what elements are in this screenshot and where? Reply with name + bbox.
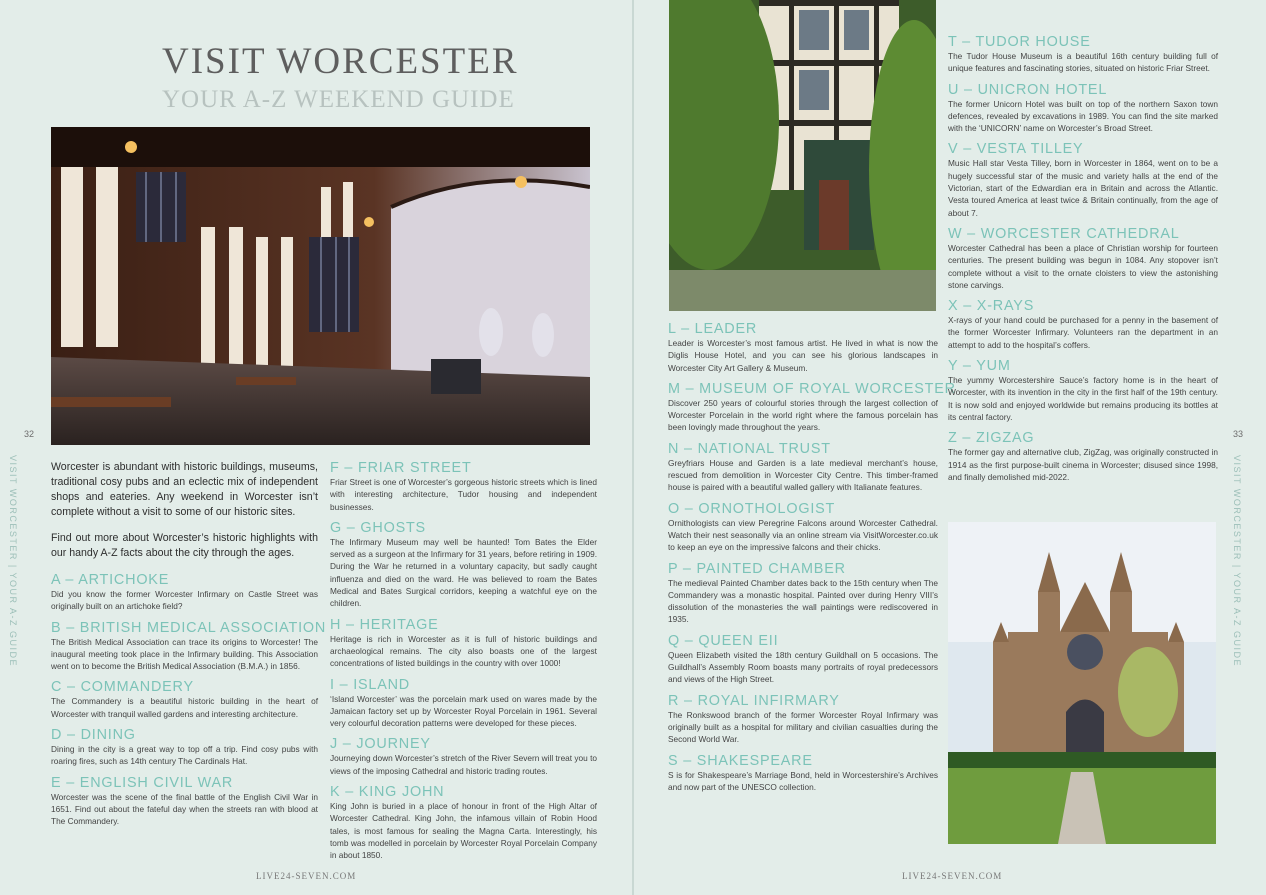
entry-heading: O – ORNOTHOLOGIST [668,500,836,517]
a-z-entry [948,141,1218,218]
a-z-entry [330,677,597,730]
column-3 [668,321,956,800]
a-z-entry [948,358,1218,423]
intro-paragraph-1: Worcester is abundant with historic buildings, museums, traditional cosy pubs and an eclectic mix of independent shops and eateries. Any weekend in Worcester isn’t complete without a visit to some of our historic sites. [51,461,318,518]
a-z-entry [948,430,1218,483]
page-subtitle: YOUR A-Z WEEKEND GUIDE [162,86,515,113]
entry-text: The medieval Painted Chamber dates back to the 15th century when The Commandery was a monastic hospital. Painted over during Henry VIII’s dissolution of the monasteries the wall paintings were rediscovered in 1935. [668,577,938,625]
footer-left: LIVE24-SEVEN.COM [256,871,357,881]
entry-text: Worcester was the scene of the final battle of the English Civil War in 1651. Find out about the fateful day when the streets ran with blood at The Commandery. [51,791,318,827]
entry-text: The former gay and alternative club, ZigZag, was originally constructed in 1914 as the first purpose-built cinema in Worcester; disused since 1998, and finally demolished mid-2022. [948,447,1218,482]
entry-heading: Q – QUEEN EII [668,632,779,649]
entry-text: The Commandery is a beautiful historic building in the heart of Worcester with tranquil walled gardens and interesting architecture. [51,696,318,719]
a-z-entry [668,753,938,794]
entry-heading: K – KING JOHN [330,784,445,801]
entry-heading: F – FRIAR STREET [330,460,472,476]
a-z-entry [330,736,597,777]
entry-heading: B – BRITISH MEDICAL ASSOCIATION [51,619,327,636]
column-4 [948,34,1218,490]
a-z-entry [668,633,938,686]
a-z-entry [668,693,938,746]
tudor-illustration [669,0,936,311]
entry-text: The British Medical Association can trace its origins to Worcester! The inaugural meeting took place in the Infirmary building. This Association went on to become the British Medical Association (B.M.A.) in 1856. [51,636,318,672]
a-z-entry [948,82,1218,135]
left-side-label: VISIT WORCESTER | YOUR A-Z GUIDE [8,455,18,668]
entry-heading: D – DINING [51,727,136,744]
entry-heading: L – LEADER [668,321,758,337]
entry-text: Journeying down Worcester’s stretch of the River Severn will treat you to views of the imposing Cathedral and historic trading routes. [330,753,598,776]
entry-heading: A – ARTICHOKE [51,572,170,588]
entry-text: The yummy Worcestershire Sauce’s factory home is in the heart of Worcester, with its invention in the city in the first half of the 19th century. It is now sold and enjoyed worldwide but remains producing its bottles at its central factory. [948,375,1218,422]
a-z-entry [51,775,318,828]
a-z-entry [948,34,1218,75]
a-z-entry [51,572,318,613]
page-number-left: 32 [24,429,35,439]
entry-heading: R – ROYAL INFIRMARY [668,692,840,709]
entry-heading: Z – ZIGZAG [948,430,1035,447]
entry-heading: P – PAINTED CHAMBER [668,560,846,577]
entry-heading: I – ISLAND [330,676,410,693]
entry-text: Dining in the city is a great way to top off a trip. Find cosy pubs with roaring fires, such as 14th century The Cardinals Hat. [51,744,318,767]
column-2 [330,460,597,869]
entry-text: ‘Island Worcester’ was the porcelain mark used on wares made by the Jamaican factory set up by Worcester Royal Porcelain in 1961. Several very colourful decoration patterns were developed for these pieces. [330,693,597,729]
entry-text: Discover 250 years of colourful stories through the largest collection of Worcester Porcelain in the world right where the famous porcelain has been lovingly made throughout the years. [668,397,938,433]
intro-paragraph-2: Find out more about Worcester’s historic highlights with our handy A-Z facts about the city through the ages. [51,532,318,559]
a-z-entry [330,617,597,670]
entry-heading: Y – YUM [948,358,1011,375]
hall-illustration [51,127,590,445]
page-title: VISIT WORCESTER [162,41,519,82]
column-1 [51,460,327,835]
entry-heading: G – GHOSTS [330,519,426,536]
cathedral-photo [948,522,1216,844]
entry-text: Greyfriars House and Garden is a late medieval merchant’s house, rescued from demolition in Worcester City Centre. This timber-framed house is paired with a beautiful walled gallery with Italianate features. [668,457,938,493]
infirmary-hall-photo [51,127,590,445]
footer-right: LIVE24-SEVEN.COM [902,871,1003,881]
a-z-entry [948,298,1218,351]
entry-text: Did you know the former Worcester Infirmary on Castle Street was originally built on an artichoke field? [51,589,318,612]
entry-heading: N – NATIONAL TRUST [668,440,831,457]
entry-heading: E – ENGLISH CIVIL WAR [51,774,234,791]
entry-heading: T – TUDOR HOUSE [948,34,1091,50]
entry-heading: S – SHAKESPEARE [668,752,813,769]
entry-text: The Ronkswood branch of the former Worcester Royal Infirmary was originally built as a hospital for military and civilian casualties during the Second World War. [668,709,938,745]
entry-text: S is for Shakespeare’s Marriage Bond, held in Worcestershire’s Archives and now part of the UNESCO collection. [668,769,938,792]
a-z-entry [668,501,938,554]
entry-heading: J – JOURNEY [330,736,431,753]
a-z-entry [330,784,597,861]
a-z-entry [668,561,938,626]
a-z-entry [330,520,597,610]
entry-heading: H – HERITAGE [330,616,439,633]
entry-text: The Infirmary Museum may well be haunted! Tom Bates the Elder served as a surgeon at the Infirmary for 31 years, before retiring in 1909. During the War he returned in a voluntary capacity, but sadly caught influenza and died on the ward. He was believed to roam the Bates Medical and Bates Surgical corridors, keeping a watchful eye on the children. [330,536,597,609]
entry-heading: X – X-RAYS [948,298,1035,315]
entry-text: Music Hall star Vesta Tilley, born in Worcester in 1864, went on to be a hugely successful star of the music and variety halls at the end of the Victorian, start of the Edwardian era in Britain and across the Atlantic. Vesta toured America at least twice & Britain continually, from the age of about 7. [948,158,1218,218]
entry-text: Ornithologists can view Peregrine Falcons around Worcester Cathedral. Watch their nest seasonally via an online stream via VisitWorcester.co.uk to keep an eye on the impressive falcons and their chicks. [668,517,938,553]
left-page [0,0,632,895]
a-z-entry [948,226,1218,291]
entry-heading: V – VESTA TILLEY [948,141,1084,158]
a-z-entry [51,679,318,720]
entry-text: The Tudor House Museum is a beautiful 16th century building full of unique features and fascinating stories, situated on historic Friar Street. [948,51,1218,74]
tudor-house-photo [669,0,936,311]
a-z-entry [51,727,318,768]
a-z-entry [668,321,938,374]
entry-heading: C – COMMANDERY [51,679,194,696]
entry-text: King John is buried in a place of honour in front of the High Altar of Worcester Cathedral. King John, the infamous villain of Robin Hood tales, is most famous for sealing the Magna Carta. Interestingly, his tomb was modelled in porcelain by Worcester Royal Porcelain Company in about 1850. [330,801,597,861]
a-z-entry [330,460,597,513]
entry-text: Leader is Worcester’s most famous artist. He lived in what is now the Diglis House Hotel, and you can see his glorious landscapes in Worcester City Art Gallery & Museum. [668,338,938,373]
page-number-right: 33 [1233,429,1244,439]
entry-text: Queen Elizabeth visited the 18th century Guildhall on 5 occasions. The Guildhall’s Assembly Room boasts many portraits of royal predecessors and views of the High Street. [668,649,938,685]
a-z-entry [668,380,956,434]
entry-text: Worcester Cathedral has been a place of Christian worship for fourteen centuries. The present building was begun in 1084. Any stopover isn’t complete without a visit to the ornate cloisters to view the astonishing stone carvings. [948,242,1218,290]
entry-heading: W – WORCESTER CATHEDRAL [948,225,1180,242]
entry-heading: M – MUSEUM OF ROYAL WORCESTER [668,380,956,397]
entry-text: Heritage is rich in Worcester as it is full of historic buildings and archaeological remains. The city also boasts one of the largest concentrations of listed buildings in the country with over 1000! [330,633,597,669]
entry-text: X-rays of your hand could be purchased for a penny in the basement of the former Worcester Infirmary. Volunteers ran the department in an attempt to add to the hospital’s coffers. [948,315,1218,350]
a-z-entry [668,441,938,494]
a-z-entry [51,619,327,673]
right-side-label: VISIT WORCESTER | YOUR A-Z GUIDE [1232,455,1242,668]
cathedral-illustration [948,522,1216,844]
right-page [634,0,1266,895]
entry-text: Friar Street is one of Worcester’s gorgeous historic streets which is lined with interesting architecture, Tudor housing and independent businesses. [330,477,597,512]
entry-text: The former Unicorn Hotel was built on top of the northern Saxon town defences, revealed by excavations in 1989. You can find the site marked with the ‘UNICORN’ name on Worcester’s Broad Street. [948,98,1218,134]
entry-heading: U – UNICRON HOTEL [948,81,1108,98]
